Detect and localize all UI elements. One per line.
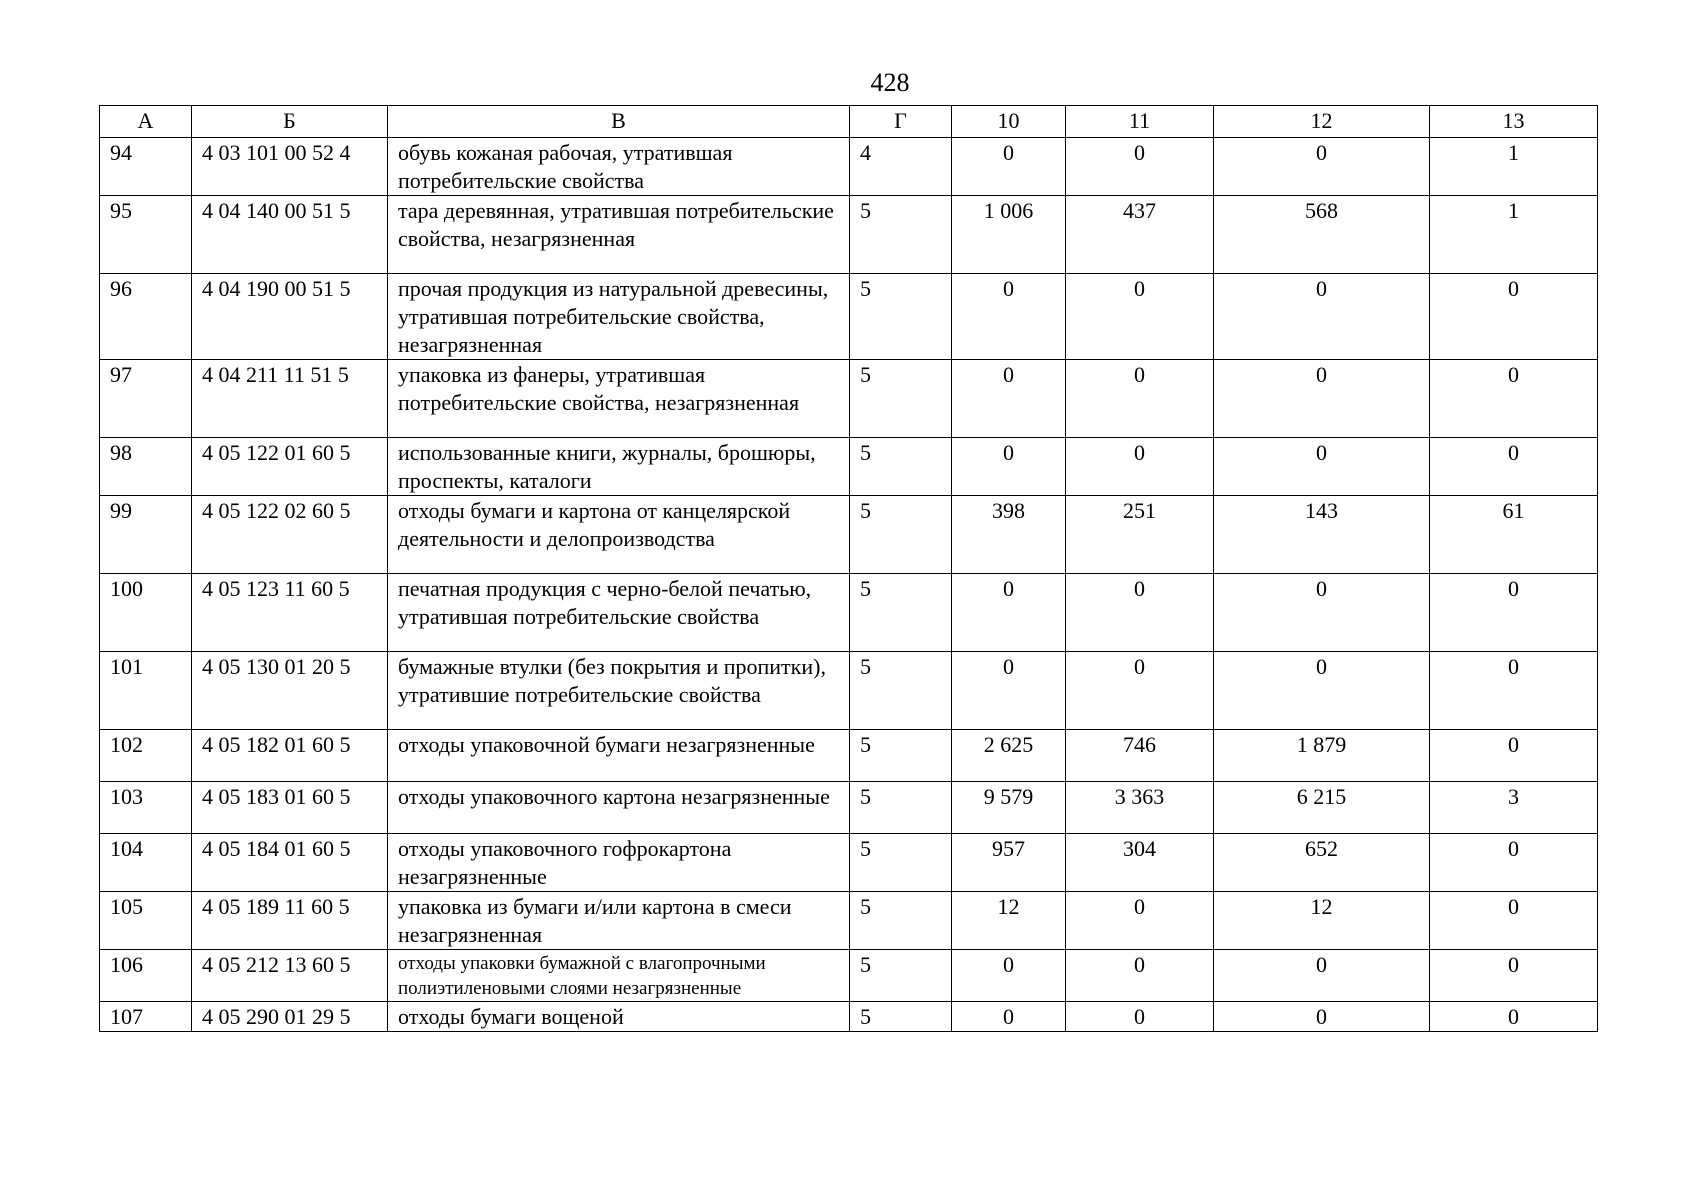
row-number: 107 xyxy=(100,1002,192,1032)
column-13-value: 0 xyxy=(1430,360,1598,438)
row-number: 99 xyxy=(100,496,192,574)
column-10-value: 957 xyxy=(952,834,1066,892)
column-10-value: 398 xyxy=(952,496,1066,574)
waste-code: 4 05 182 01 60 5 xyxy=(192,730,388,782)
waste-code: 4 05 290 01 29 5 xyxy=(192,1002,388,1032)
column-11-value: 251 xyxy=(1066,496,1214,574)
waste-description: обувь кожаная рабочая, утратившая потребительские свойства xyxy=(388,138,850,196)
column-10-value: 0 xyxy=(952,138,1066,196)
hazard-class: 5 xyxy=(850,730,952,782)
waste-code: 4 05 189 11 60 5 xyxy=(192,892,388,950)
column-11-value: 0 xyxy=(1066,274,1214,360)
waste-description: использованные книги, журналы, брошюры, проспекты, каталоги xyxy=(388,438,850,496)
column-11-value: 3 363 xyxy=(1066,782,1214,834)
table-row xyxy=(100,950,1598,1002)
table-row xyxy=(100,360,1598,438)
header-cell-11: 11 xyxy=(1066,106,1214,138)
column-11-value: 0 xyxy=(1066,138,1214,196)
row-number: 94 xyxy=(100,138,192,196)
waste-description: бумажные втулки (без покрытия и пропитки), утратившие потребительские свойства xyxy=(388,652,850,730)
column-10-value: 2 625 xyxy=(952,730,1066,782)
column-13-value: 3 xyxy=(1430,782,1598,834)
row-number: 101 xyxy=(100,652,192,730)
header-cell-13: 13 xyxy=(1430,106,1598,138)
waste-description: отходы упаковки бумажной с влагопрочными полиэтиленовыми слоями незагрязненные xyxy=(388,950,850,1002)
table-row xyxy=(100,834,1598,892)
table-row xyxy=(100,138,1598,196)
hazard-class: 5 xyxy=(850,196,952,274)
hazard-class: 5 xyxy=(850,574,952,652)
header-cell-10: 10 xyxy=(952,106,1066,138)
column-12-value: 568 xyxy=(1214,196,1430,274)
table-row xyxy=(100,496,1598,574)
column-13-value: 0 xyxy=(1430,574,1598,652)
row-number: 103 xyxy=(100,782,192,834)
column-11-value: 0 xyxy=(1066,438,1214,496)
column-13-value: 0 xyxy=(1430,834,1598,892)
column-10-value: 9 579 xyxy=(952,782,1066,834)
hazard-class: 5 xyxy=(850,1002,952,1032)
table-row xyxy=(100,652,1598,730)
table-row xyxy=(100,1002,1598,1032)
column-13-value: 0 xyxy=(1430,1002,1598,1032)
column-11-value: 437 xyxy=(1066,196,1214,274)
page-number: 428 xyxy=(870,68,910,97)
hazard-class: 5 xyxy=(850,892,952,950)
waste-table xyxy=(99,105,1598,1032)
column-12-value: 0 xyxy=(1214,274,1430,360)
table-row xyxy=(100,438,1598,496)
hazard-class: 5 xyxy=(850,834,952,892)
row-number: 104 xyxy=(100,834,192,892)
row-number: 95 xyxy=(100,196,192,274)
hazard-class: 5 xyxy=(850,496,952,574)
table-row xyxy=(100,730,1598,782)
column-12-value: 6 215 xyxy=(1214,782,1430,834)
column-13-value: 0 xyxy=(1430,652,1598,730)
column-13-value: 1 xyxy=(1430,138,1598,196)
waste-code: 4 05 184 01 60 5 xyxy=(192,834,388,892)
row-number: 102 xyxy=(100,730,192,782)
hazard-class: 5 xyxy=(850,274,952,360)
header-cell-g: Г xyxy=(850,106,952,138)
waste-code: 4 04 190 00 51 5 xyxy=(192,274,388,360)
column-10-value: 0 xyxy=(952,274,1066,360)
column-10-value: 0 xyxy=(952,652,1066,730)
waste-description: отходы упаковочного гофрокартона незагрязненные xyxy=(388,834,850,892)
column-13-value: 61 xyxy=(1430,496,1598,574)
row-number: 105 xyxy=(100,892,192,950)
header-cell-v: В xyxy=(388,106,850,138)
column-12-value: 0 xyxy=(1214,950,1430,1002)
header-cell-12: 12 xyxy=(1214,106,1430,138)
waste-description: отходы упаковочной бумаги незагрязненные xyxy=(388,730,850,782)
waste-code: 4 03 101 00 52 4 xyxy=(192,138,388,196)
column-11-value: 746 xyxy=(1066,730,1214,782)
header-row xyxy=(100,106,1598,138)
hazard-class: 5 xyxy=(850,438,952,496)
waste-code: 4 04 211 11 51 5 xyxy=(192,360,388,438)
hazard-class: 4 xyxy=(850,138,952,196)
waste-description: упаковка из фанеры, утратившая потребительские свойства, незагрязненная xyxy=(388,360,850,438)
column-12-value: 0 xyxy=(1214,652,1430,730)
table-row xyxy=(100,196,1598,274)
hazard-class: 5 xyxy=(850,782,952,834)
row-number: 98 xyxy=(100,438,192,496)
column-12-value: 12 xyxy=(1214,892,1430,950)
waste-code: 4 05 123 11 60 5 xyxy=(192,574,388,652)
column-12-value: 0 xyxy=(1214,1002,1430,1032)
column-10-value: 0 xyxy=(952,574,1066,652)
column-13-value: 1 xyxy=(1430,196,1598,274)
column-13-value: 0 xyxy=(1430,274,1598,360)
column-11-value: 0 xyxy=(1066,574,1214,652)
waste-code: 4 05 122 02 60 5 xyxy=(192,496,388,574)
waste-description: упаковка из бумаги и/или картона в смеси незагрязненная xyxy=(388,892,850,950)
row-number: 97 xyxy=(100,360,192,438)
waste-description: печатная продукция с черно-белой печатью, утратившая потребительские свойства xyxy=(388,574,850,652)
waste-code: 4 05 130 01 20 5 xyxy=(192,652,388,730)
column-12-value: 143 xyxy=(1214,496,1430,574)
hazard-class: 5 xyxy=(850,360,952,438)
waste-description: отходы бумаги и картона от канцелярской деятельности и делопроизводства xyxy=(388,496,850,574)
column-11-value: 0 xyxy=(1066,950,1214,1002)
column-12-value: 0 xyxy=(1214,574,1430,652)
column-12-value: 652 xyxy=(1214,834,1430,892)
column-13-value: 0 xyxy=(1430,730,1598,782)
row-number: 100 xyxy=(100,574,192,652)
row-number: 106 xyxy=(100,950,192,1002)
column-10-value: 0 xyxy=(952,360,1066,438)
header-cell-a: А xyxy=(100,106,192,138)
column-11-value: 0 xyxy=(1066,892,1214,950)
table-body xyxy=(100,138,1598,1032)
column-12-value: 1 879 xyxy=(1214,730,1430,782)
hazard-class: 5 xyxy=(850,652,952,730)
table-row xyxy=(100,782,1598,834)
table-row xyxy=(100,274,1598,360)
column-11-value: 0 xyxy=(1066,360,1214,438)
waste-code: 4 05 212 13 60 5 xyxy=(192,950,388,1002)
waste-description: тара деревянная, утратившая потребительские свойства, незагрязненная xyxy=(388,196,850,274)
waste-description: отходы упаковочного картона незагрязненные xyxy=(388,782,850,834)
waste-code: 4 05 122 01 60 5 xyxy=(192,438,388,496)
column-10-value: 12 xyxy=(952,892,1066,950)
column-10-value: 0 xyxy=(952,1002,1066,1032)
row-number: 96 xyxy=(100,274,192,360)
column-12-value: 0 xyxy=(1214,138,1430,196)
table-row xyxy=(100,574,1598,652)
waste-description: отходы бумаги вощеной xyxy=(388,1002,850,1032)
waste-code: 4 05 183 01 60 5 xyxy=(192,782,388,834)
header-cell-b: Б xyxy=(192,106,388,138)
column-13-value: 0 xyxy=(1430,950,1598,1002)
column-13-value: 0 xyxy=(1430,892,1598,950)
column-12-value: 0 xyxy=(1214,438,1430,496)
column-10-value: 1 006 xyxy=(952,196,1066,274)
column-10-value: 0 xyxy=(952,950,1066,1002)
column-11-value: 0 xyxy=(1066,652,1214,730)
column-11-value: 0 xyxy=(1066,1002,1214,1032)
hazard-class: 5 xyxy=(850,950,952,1002)
column-12-value: 0 xyxy=(1214,360,1430,438)
column-10-value: 0 xyxy=(952,438,1066,496)
column-13-value: 0 xyxy=(1430,438,1598,496)
table-row xyxy=(100,892,1598,950)
waste-description: прочая продукция из натуральной древесины, утратившая потребительские свойства, незагрязненная xyxy=(388,274,850,360)
column-11-value: 304 xyxy=(1066,834,1214,892)
waste-code: 4 04 140 00 51 5 xyxy=(192,196,388,274)
